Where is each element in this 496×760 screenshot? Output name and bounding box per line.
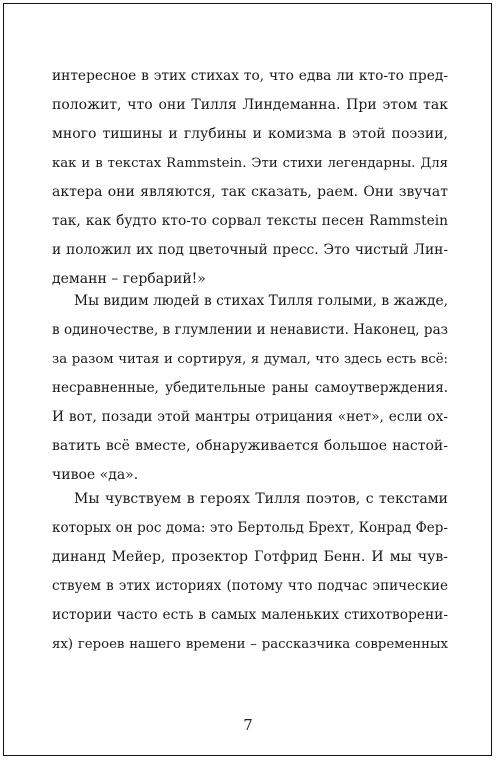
text-line: интересное в этих стихах то, что едва ли кто-то пред- <box>52 68 448 84</box>
text-line: много тишины и глубины и комизма в этой поэзии, <box>52 126 448 142</box>
text-line: которых он рос дома: это Бертольд Брехт, Конрад Фер- <box>52 520 448 536</box>
text-line: как и в текстах Rammstein. Эти стихи легендарны. Для <box>52 156 448 171</box>
paragraph-1 <box>52 62 448 294</box>
text-line: так, как будто кто-то сорвал тексты песен Rammstein <box>52 213 448 229</box>
text-line: за разом читая и сортируя, я думал, что здесь есть всё: <box>52 352 448 367</box>
page-number: 7 <box>243 716 253 734</box>
text-line: И вот, позади этой мантры отрицания «нет», если ох- <box>52 409 448 425</box>
text-line: ватить всё вместе, обнаруживается большое настой- <box>52 438 448 454</box>
text-line: актера они являются, так сказать, раем. Они звучат <box>52 184 448 200</box>
text-line: ях) героев нашего времени – рассказчика современных <box>52 637 448 652</box>
text-line: деманн – гербарий!» <box>52 271 206 287</box>
text-line: в одиночестве, в глумлении и ненависти. Наконец, раз <box>52 322 448 338</box>
text-line: и положил их под цветочный пресс. Это чистый Лин- <box>52 242 448 258</box>
text-line: несравненные, убедительные раны самоутверждения. <box>52 380 448 396</box>
text-line: Мы видим людей в стихах Тилля голыми, в жажде, <box>74 293 448 309</box>
text-line: истории часто есть в самых маленьких стихотворени- <box>52 607 448 623</box>
text-line: ствуем в этих историях (потому что подчас эпические <box>52 578 448 594</box>
text-line: положит, что они Тилля Линдеманна. При этом так <box>52 97 448 113</box>
text-line: чивое «да». <box>52 467 139 483</box>
paragraph-3 <box>52 485 448 659</box>
text-line: Мы чувствуем в героях Тилля поэтов, с текстами <box>74 491 448 507</box>
text-line: динанд Мейер, прозектор Готфрид Бенн. И мы чув- <box>52 549 448 565</box>
paragraph-2 <box>52 287 448 490</box>
